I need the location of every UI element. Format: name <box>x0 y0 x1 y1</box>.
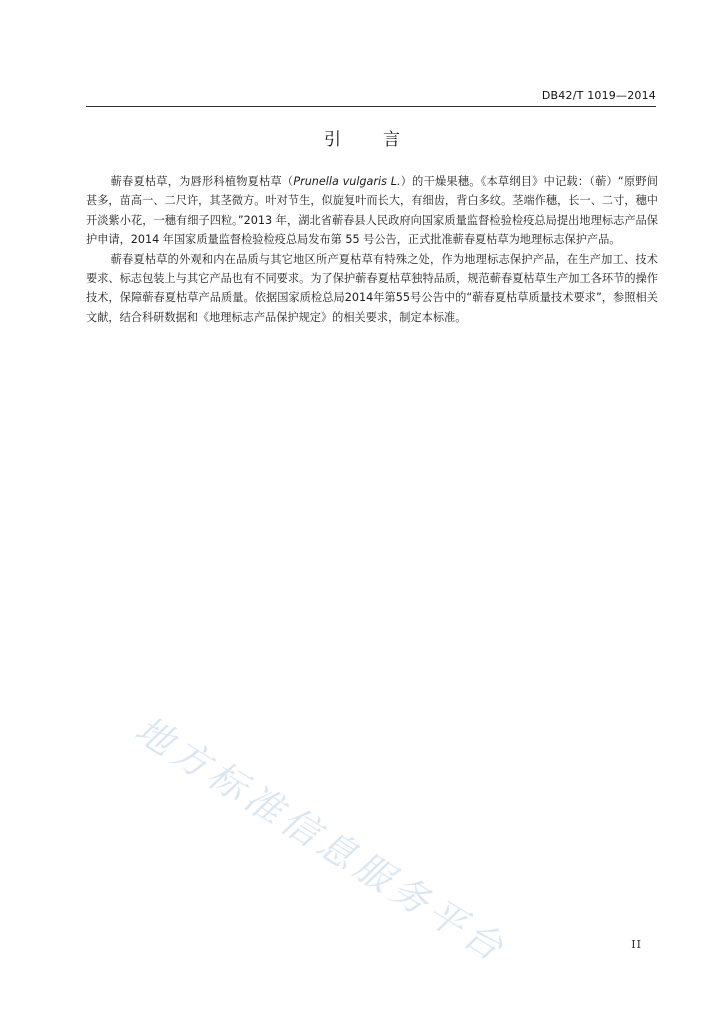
document-code: DB42/T 1019—2014 <box>541 89 656 102</box>
paragraph-1-text-after: ）的干燥果穗。《本草纲目》中记载：（蕲）“原野间甚多，苗高一、二尺许，其茎微方。叶对节生，似旋复叶而长大，有细齿，背白多纹。茎端作穗，长一、二寸，穗中开淡紫小花，一穗有细子四粒。”2013 年，湖北省蕲春县人民政府向国家质量监督检验检疫总局提出地理标志产品保护申请，2014 年国家质量监督检验检疫总局发布第 55 号公告，正式批准蕲春夏枯草为地理标志保护产品。 <box>86 175 658 247</box>
page-title: 引言 <box>324 130 442 150</box>
page-number: II <box>631 938 642 951</box>
paragraph-1 <box>86 172 658 250</box>
header-rule <box>86 106 656 107</box>
watermark: 地方标准信息服务平台 <box>127 707 515 972</box>
document-body <box>86 172 658 327</box>
latin-species-name: Prunella vulgaris L. <box>293 175 401 188</box>
paragraph-1-text-before: 蕲春夏枯草，为唇形科植物夏枯草（ <box>110 175 294 188</box>
paragraph-2: 蕲春夏枯草的外观和内在品质与其它地区所产夏枯草有特殊之处，作为地理标志保护产品，在生产加工、技术要求、标志包装上与其它产品也有不同要求。为了保护蕲春夏枯草独特品质，规范蕲春夏枯草生产加工各环节的操作技术，保障蕲春夏枯草产品质量。依据国家质检总局2014年第55号公告中的“蕲春夏枯草质量技术要求”，参照相关文献，结合科研数据和《地理标志产品保护规定》的相关要求，制定本标准。 <box>86 252 658 324</box>
